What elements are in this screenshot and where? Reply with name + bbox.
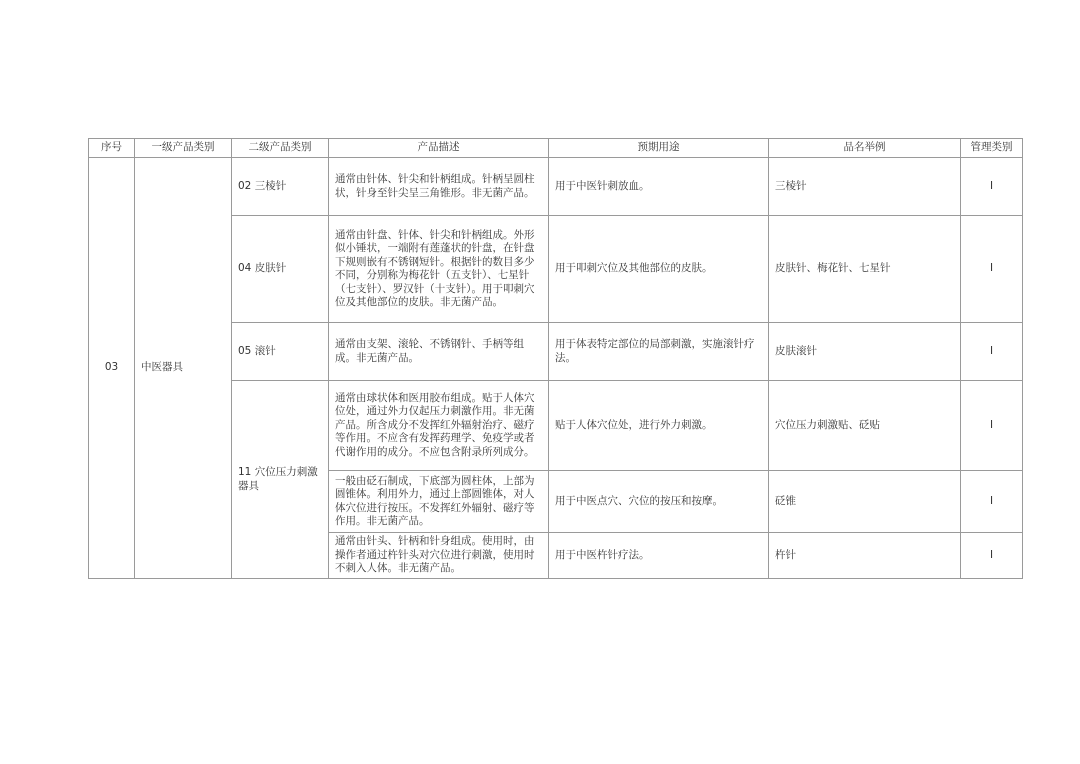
management-class-cell: I	[961, 533, 1023, 579]
intended-use-cell: 用于体表特定部位的局部刺激，实施滚针疗法。	[549, 323, 769, 381]
header-level2-category: 二级产品类别	[232, 139, 329, 158]
table-header-row	[89, 139, 1023, 158]
examples-cell: 皮肤针、梅花针、七星针	[769, 216, 961, 323]
table-row	[89, 158, 1023, 216]
management-class-cell: I	[961, 216, 1023, 323]
header-serial: 序号	[89, 139, 135, 158]
examples-cell: 皮肤滚针	[769, 323, 961, 381]
serial-cell: 03	[89, 158, 135, 579]
management-class-cell: I	[961, 381, 1023, 471]
description-cell: 一般由砭石制成，下底部为圆柱体，上部为圆锥体。利用外力，通过上部圆锥体，对人体穴位进行按压。不发挥红外辐射、磁疗等作用。非无菌产品。	[329, 471, 549, 533]
description-cell: 通常由支架、滚轮、不锈钢针、手柄等组成。非无菌产品。	[329, 323, 549, 381]
intended-use-cell: 贴于人体穴位处，进行外力刺激。	[549, 381, 769, 471]
intended-use-cell: 用于中医杵针疗法。	[549, 533, 769, 579]
header-examples: 品名举例	[769, 139, 961, 158]
description-cell: 通常由球状体和医用胶布组成。贴于人体穴位处，通过外力仅起压力刺激作用。非无菌产品。所含成分不发挥红外辐射治疗、磁疗等作用。不应含有发挥药理学、免疫学或者代谢作用的成分。不应包含附录所列成分。	[329, 381, 549, 471]
level2-category-cell: 11 穴位压力刺激器具	[232, 381, 329, 579]
device-catalog-table	[88, 138, 1023, 579]
description-cell: 通常由针盘、针体、针尖和针柄组成。外形似小锤状，一端附有莲蓬状的针盘，在针盘下规则嵌有不锈钢短针。根据针的数目多少不同，分别称为梅花针（五支针）、七星针（七支针）、罗汉针（十支针）。用于叩刺穴位及其他部位的皮肤。非无菌产品。	[329, 216, 549, 323]
description-cell: 通常由针头、针柄和针身组成。使用时，由操作者通过杵针头对穴位进行刺激，使用时不刺入人体。非无菌产品。	[329, 533, 549, 579]
management-class-cell: I	[961, 323, 1023, 381]
intended-use-cell: 用于中医针刺放血。	[549, 158, 769, 216]
examples-cell: 三棱针	[769, 158, 961, 216]
header-intended-use: 预期用途	[549, 139, 769, 158]
description-cell: 通常由针体、针尖和针柄组成。针柄呈圆柱状，针身至针尖呈三角锥形。非无菌产品。	[329, 158, 549, 216]
header-management-class: 管理类别	[961, 139, 1023, 158]
examples-cell: 穴位压力刺激贴、砭贴	[769, 381, 961, 471]
level2-category-cell: 04 皮肤针	[232, 216, 329, 323]
header-level1-category: 一级产品类别	[135, 139, 232, 158]
header-description: 产品描述	[329, 139, 549, 158]
level2-category-cell: 05 滚针	[232, 323, 329, 381]
intended-use-cell: 用于中医点穴、穴位的按压和按摩。	[549, 471, 769, 533]
level2-category-cell: 02 三棱针	[232, 158, 329, 216]
management-class-cell: I	[961, 471, 1023, 533]
level1-category-cell: 中医器具	[135, 158, 232, 579]
intended-use-cell: 用于叩刺穴位及其他部位的皮肤。	[549, 216, 769, 323]
examples-cell: 砭锥	[769, 471, 961, 533]
management-class-cell: I	[961, 158, 1023, 216]
examples-cell: 杵针	[769, 533, 961, 579]
